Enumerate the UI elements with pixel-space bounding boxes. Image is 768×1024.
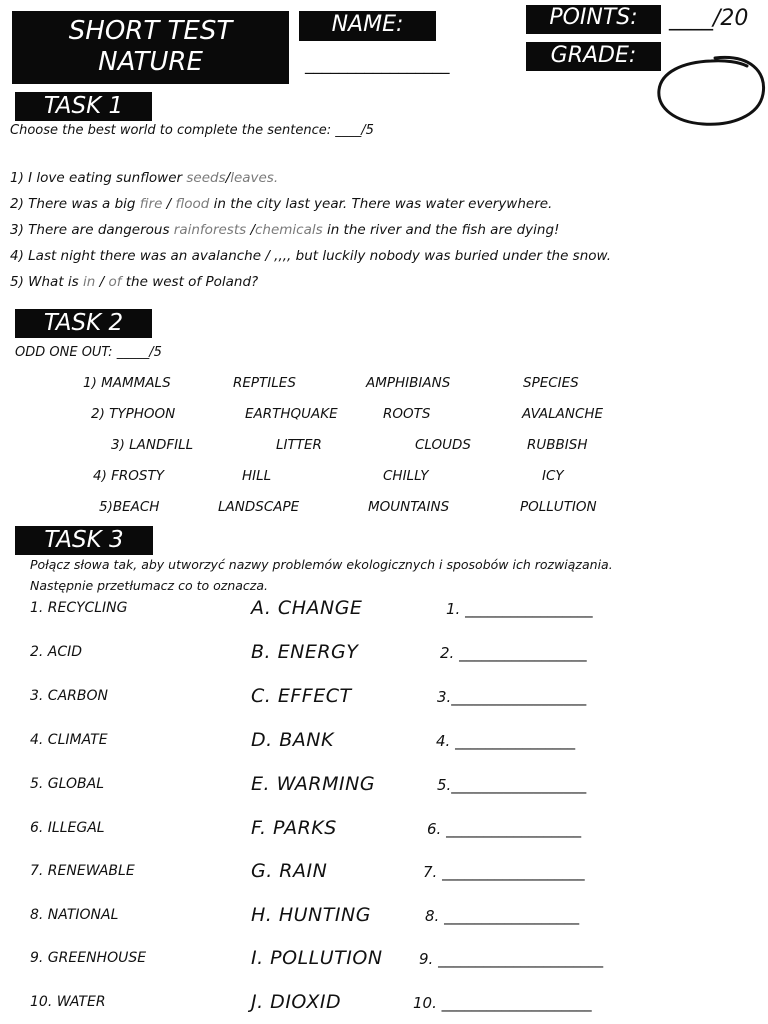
match-left-item: 6. ILLEGAL — [30, 820, 105, 836]
odd-one-out-word[interactable]: MOUNTAINS — [368, 499, 450, 515]
answer-blank[interactable]: 7. ___________________ — [423, 863, 585, 881]
odd-one-out-word[interactable]: ICY — [542, 468, 564, 484]
grade-label: GRADE: — [526, 42, 661, 71]
answer-option[interactable]: in — [82, 274, 96, 290]
sentence-text: the west of Poland? — [121, 274, 259, 290]
grade-circle-icon — [655, 52, 767, 128]
task1-sentence — [10, 170, 278, 186]
task2-label: TASK 2 — [15, 309, 152, 338]
odd-one-out-word[interactable]: 5)BEACH — [99, 499, 160, 515]
odd-one-out-word[interactable]: 2) TYPHOON — [91, 406, 176, 422]
task1-sentence — [10, 222, 559, 238]
answer-option[interactable]: of — [108, 274, 122, 290]
answer-option[interactable]: seeds — [186, 170, 226, 186]
match-left-item: 8. NATIONAL — [30, 907, 119, 923]
answer-option[interactable]: flood — [175, 196, 210, 212]
task1-sentence — [10, 248, 611, 264]
odd-one-out-word[interactable]: CLOUDS — [415, 437, 472, 453]
answer-option[interactable]: leaves. — [230, 170, 279, 186]
answer-blank[interactable]: 6. __________________ — [427, 820, 582, 838]
odd-one-out-word[interactable]: LITTER — [276, 437, 322, 453]
sentence-text: / — [246, 222, 255, 238]
task3-label: TASK 3 — [15, 526, 153, 555]
answer-blank[interactable]: 4. ________________ — [436, 732, 576, 750]
odd-one-out-word[interactable]: 1) MAMMALS — [83, 375, 171, 391]
answer-blank[interactable]: 10. ____________________ — [413, 994, 592, 1012]
odd-one-out-word[interactable]: ROOTS — [383, 406, 431, 422]
match-right-item: C. EFFECT — [251, 685, 352, 707]
answer-option[interactable]: rainforests — [173, 222, 247, 238]
task1-sentence — [10, 274, 258, 290]
odd-one-out-word[interactable]: POLLUTION — [520, 499, 597, 515]
sentence-text: 3) There are dangerous — [10, 222, 174, 238]
task1-instruction: Choose the best world to complete the sentence: ____/5 — [10, 123, 374, 138]
name-label: NAME: — [299, 11, 436, 41]
answer-blank[interactable]: 2. _________________ — [440, 644, 587, 662]
odd-one-out-word[interactable]: AVALANCHE — [522, 406, 604, 422]
match-left-item: 2. ACID — [30, 644, 83, 660]
match-left-item: 3. CARBON — [30, 688, 108, 704]
odd-one-out-word[interactable]: SPECIES — [523, 375, 579, 391]
sentence-text: in the river and the fish are dying! — [322, 222, 560, 238]
sentence-text: in the city last year. There was water everywhere. — [209, 196, 553, 212]
name-field[interactable]: _________________ — [305, 55, 450, 75]
answer-blank[interactable]: 8. __________________ — [425, 907, 580, 925]
task1-label: TASK 1 — [15, 92, 152, 121]
answer-blank[interactable]: 9. ______________________ — [419, 950, 604, 968]
match-right-item: D. BANK — [251, 729, 334, 751]
odd-one-out-word[interactable]: REPTILES — [233, 375, 296, 391]
match-right-item: G. RAIN — [251, 860, 328, 882]
task3-instruction-line2: Następnie przetłumacz co to oznacza. — [30, 578, 268, 593]
sentence-text: 2) There was a big — [10, 196, 140, 212]
points-label: POINTS: — [526, 5, 661, 34]
test-title-line1: SHORT TEST — [68, 16, 233, 46]
odd-one-out-word[interactable]: RUBBISH — [527, 437, 588, 453]
match-right-item: B. ENERGY — [251, 641, 359, 663]
answer-blank[interactable]: 5.__________________ — [437, 776, 587, 794]
test-title-box — [12, 11, 289, 84]
odd-one-out-word[interactable]: HILL — [242, 468, 272, 484]
sentence-text: / — [225, 170, 231, 186]
odd-one-out-word[interactable]: 3) LANDFILL — [111, 437, 194, 453]
match-left-item: 7. RENEWABLE — [30, 863, 135, 879]
odd-one-out-word[interactable]: EARTHQUAKE — [245, 406, 338, 422]
test-title-line2: NATURE — [98, 47, 203, 77]
sentence-text: / — [162, 196, 176, 212]
task1-sentence — [10, 196, 552, 212]
odd-one-out-word[interactable]: 4) FROSTY — [93, 468, 164, 484]
match-right-item: I. POLLUTION — [251, 947, 383, 969]
match-left-item: 9. GREENHOUSE — [30, 950, 147, 966]
odd-one-out-word[interactable]: CHILLY — [383, 468, 429, 484]
sentence-text: 4) Last night there was an avalanche / ,,,, but luckily nobody was buried under the snow. — [10, 248, 611, 264]
match-right-item: H. HUNTING — [251, 904, 371, 926]
answer-option[interactable]: chemicals — [255, 222, 323, 238]
sentence-text: 5) What is — [10, 274, 83, 290]
answer-option[interactable]: fire — [139, 196, 163, 212]
task2-instruction: ODD ONE OUT: _____/5 — [15, 345, 162, 360]
match-right-item: J. DIOXID — [251, 991, 342, 1013]
match-right-item: E. WARMING — [251, 773, 376, 795]
match-left-item: 10. WATER — [30, 994, 106, 1010]
task3-instruction-line1: Połącz słowa tak, aby utworzyć nazwy problemów ekologicznych i sposobów ich rozwiązania. — [30, 557, 613, 572]
answer-blank[interactable]: 1. _________________ — [446, 600, 593, 618]
match-right-item: A. CHANGE — [251, 597, 363, 619]
match-left-item: 4. CLIMATE — [30, 732, 108, 748]
match-right-item: F. PARKS — [251, 817, 337, 839]
sentence-text: 1) I love eating sunflower — [10, 170, 187, 186]
points-score-field[interactable]: ____/20 — [669, 6, 749, 31]
odd-one-out-word[interactable]: AMPHIBIANS — [366, 375, 451, 391]
odd-one-out-word[interactable]: LANDSCAPE — [218, 499, 300, 515]
match-left-item: 5. GLOBAL — [30, 776, 105, 792]
sentence-text: / — [95, 274, 109, 290]
answer-blank[interactable]: 3.__________________ — [437, 688, 587, 706]
match-left-item: 1. RECYCLING — [30, 600, 128, 616]
